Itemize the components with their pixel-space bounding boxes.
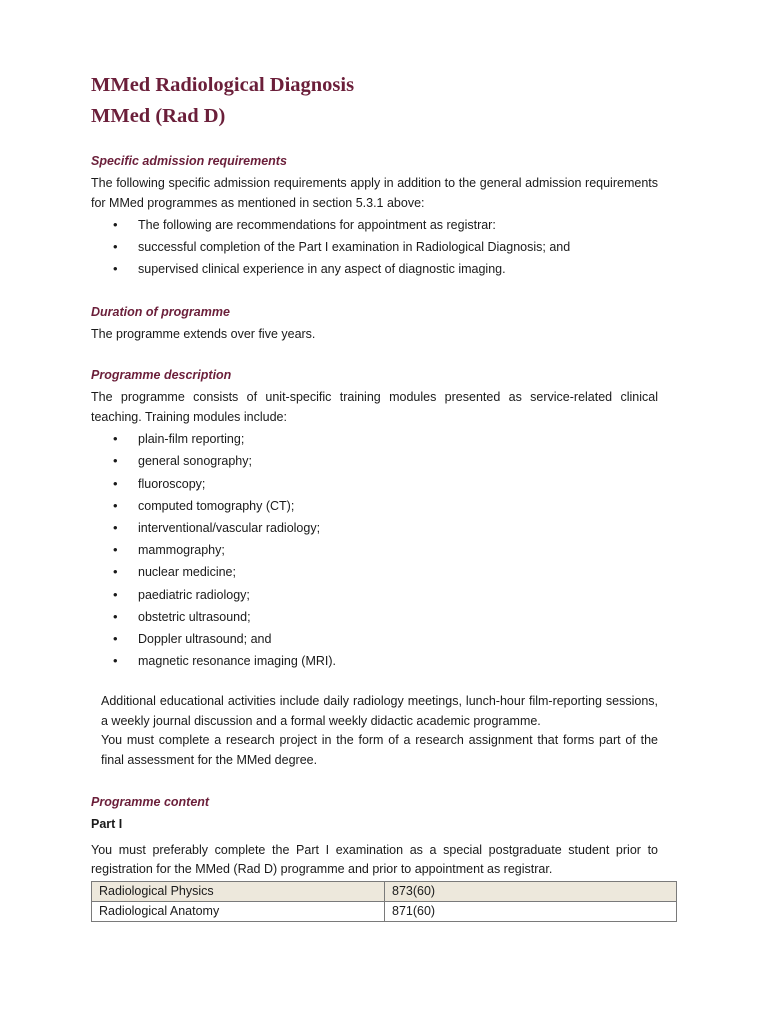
table-cell-code: 871(60) (385, 901, 677, 921)
part-label: Part I (91, 817, 123, 832)
table-cell-module: Radiological Anatomy (92, 901, 385, 921)
admission-list (91, 214, 658, 281)
list-item: • Doppler ultrasound; and (91, 628, 658, 650)
admission-heading: Specific admission requirements (91, 154, 287, 168)
list-item: • The following are recommendations for appointment as registrar: (91, 214, 658, 236)
research-requirement: You must complete a research project in the form of a research assignment that forms part of the final assessment for the MMed degree. (101, 733, 658, 767)
list-item: • paediatric radiology; (91, 584, 658, 606)
modules-table (91, 881, 677, 922)
modules-list (91, 428, 658, 672)
list-item: • computed tomography (CT); (91, 495, 658, 517)
table-cell-code: 873(60) (385, 881, 677, 901)
duration-heading: Duration of programme (91, 304, 230, 319)
document-title (91, 70, 658, 132)
admission-intro: The following specific admission requirements apply in addition to the general admission requirements for MMed programmes as mentioned in section 5.3.1 above: (91, 176, 658, 210)
list-item: • obstetric ultrasound; (91, 606, 658, 628)
title-line-2: MMed (Rad D) (91, 105, 226, 127)
part-text: You must preferably complete the Part I examination as a special postgraduate student prior to registration for the MMed (Rad D) programme and prior to appointment as registrar. (91, 842, 658, 877)
list-item: • interventional/vascular radiology; (91, 517, 658, 539)
list-item: • mammography; (91, 539, 658, 561)
table-row (92, 881, 677, 901)
document-page (91, 70, 658, 922)
description-intro: The programme consists of unit-specific training modules presented as service-related clinical teaching. Training modules include: (91, 390, 658, 424)
duration-text: The programme extends over five years. (91, 326, 316, 341)
list-item: • successful completion of the Part I examination in Radiological Diagnosis; and (91, 236, 658, 258)
list-item: • nuclear medicine; (91, 561, 658, 583)
list-item: • magnetic resonance imaging (MRI). (91, 650, 658, 672)
title-line-1: MMed Radiological Diagnosis (91, 74, 355, 96)
list-item: • general sonography; (91, 450, 658, 472)
list-item: • supervised clinical experience in any aspect of diagnostic imaging. (91, 258, 658, 280)
table-row (92, 901, 677, 921)
table-cell-module: Radiological Physics (92, 881, 385, 901)
list-item: • plain-film reporting; (91, 428, 658, 450)
list-item: • fluoroscopy; (91, 473, 658, 495)
description-heading: Programme description (91, 368, 232, 383)
content-heading: Programme content (91, 795, 210, 810)
additional-activities: Additional educational activities include daily radiology meetings, lunch-hour film-reporting sessions, a weekly journal discussion and a formal weekly didactic academic programme. (101, 694, 658, 728)
